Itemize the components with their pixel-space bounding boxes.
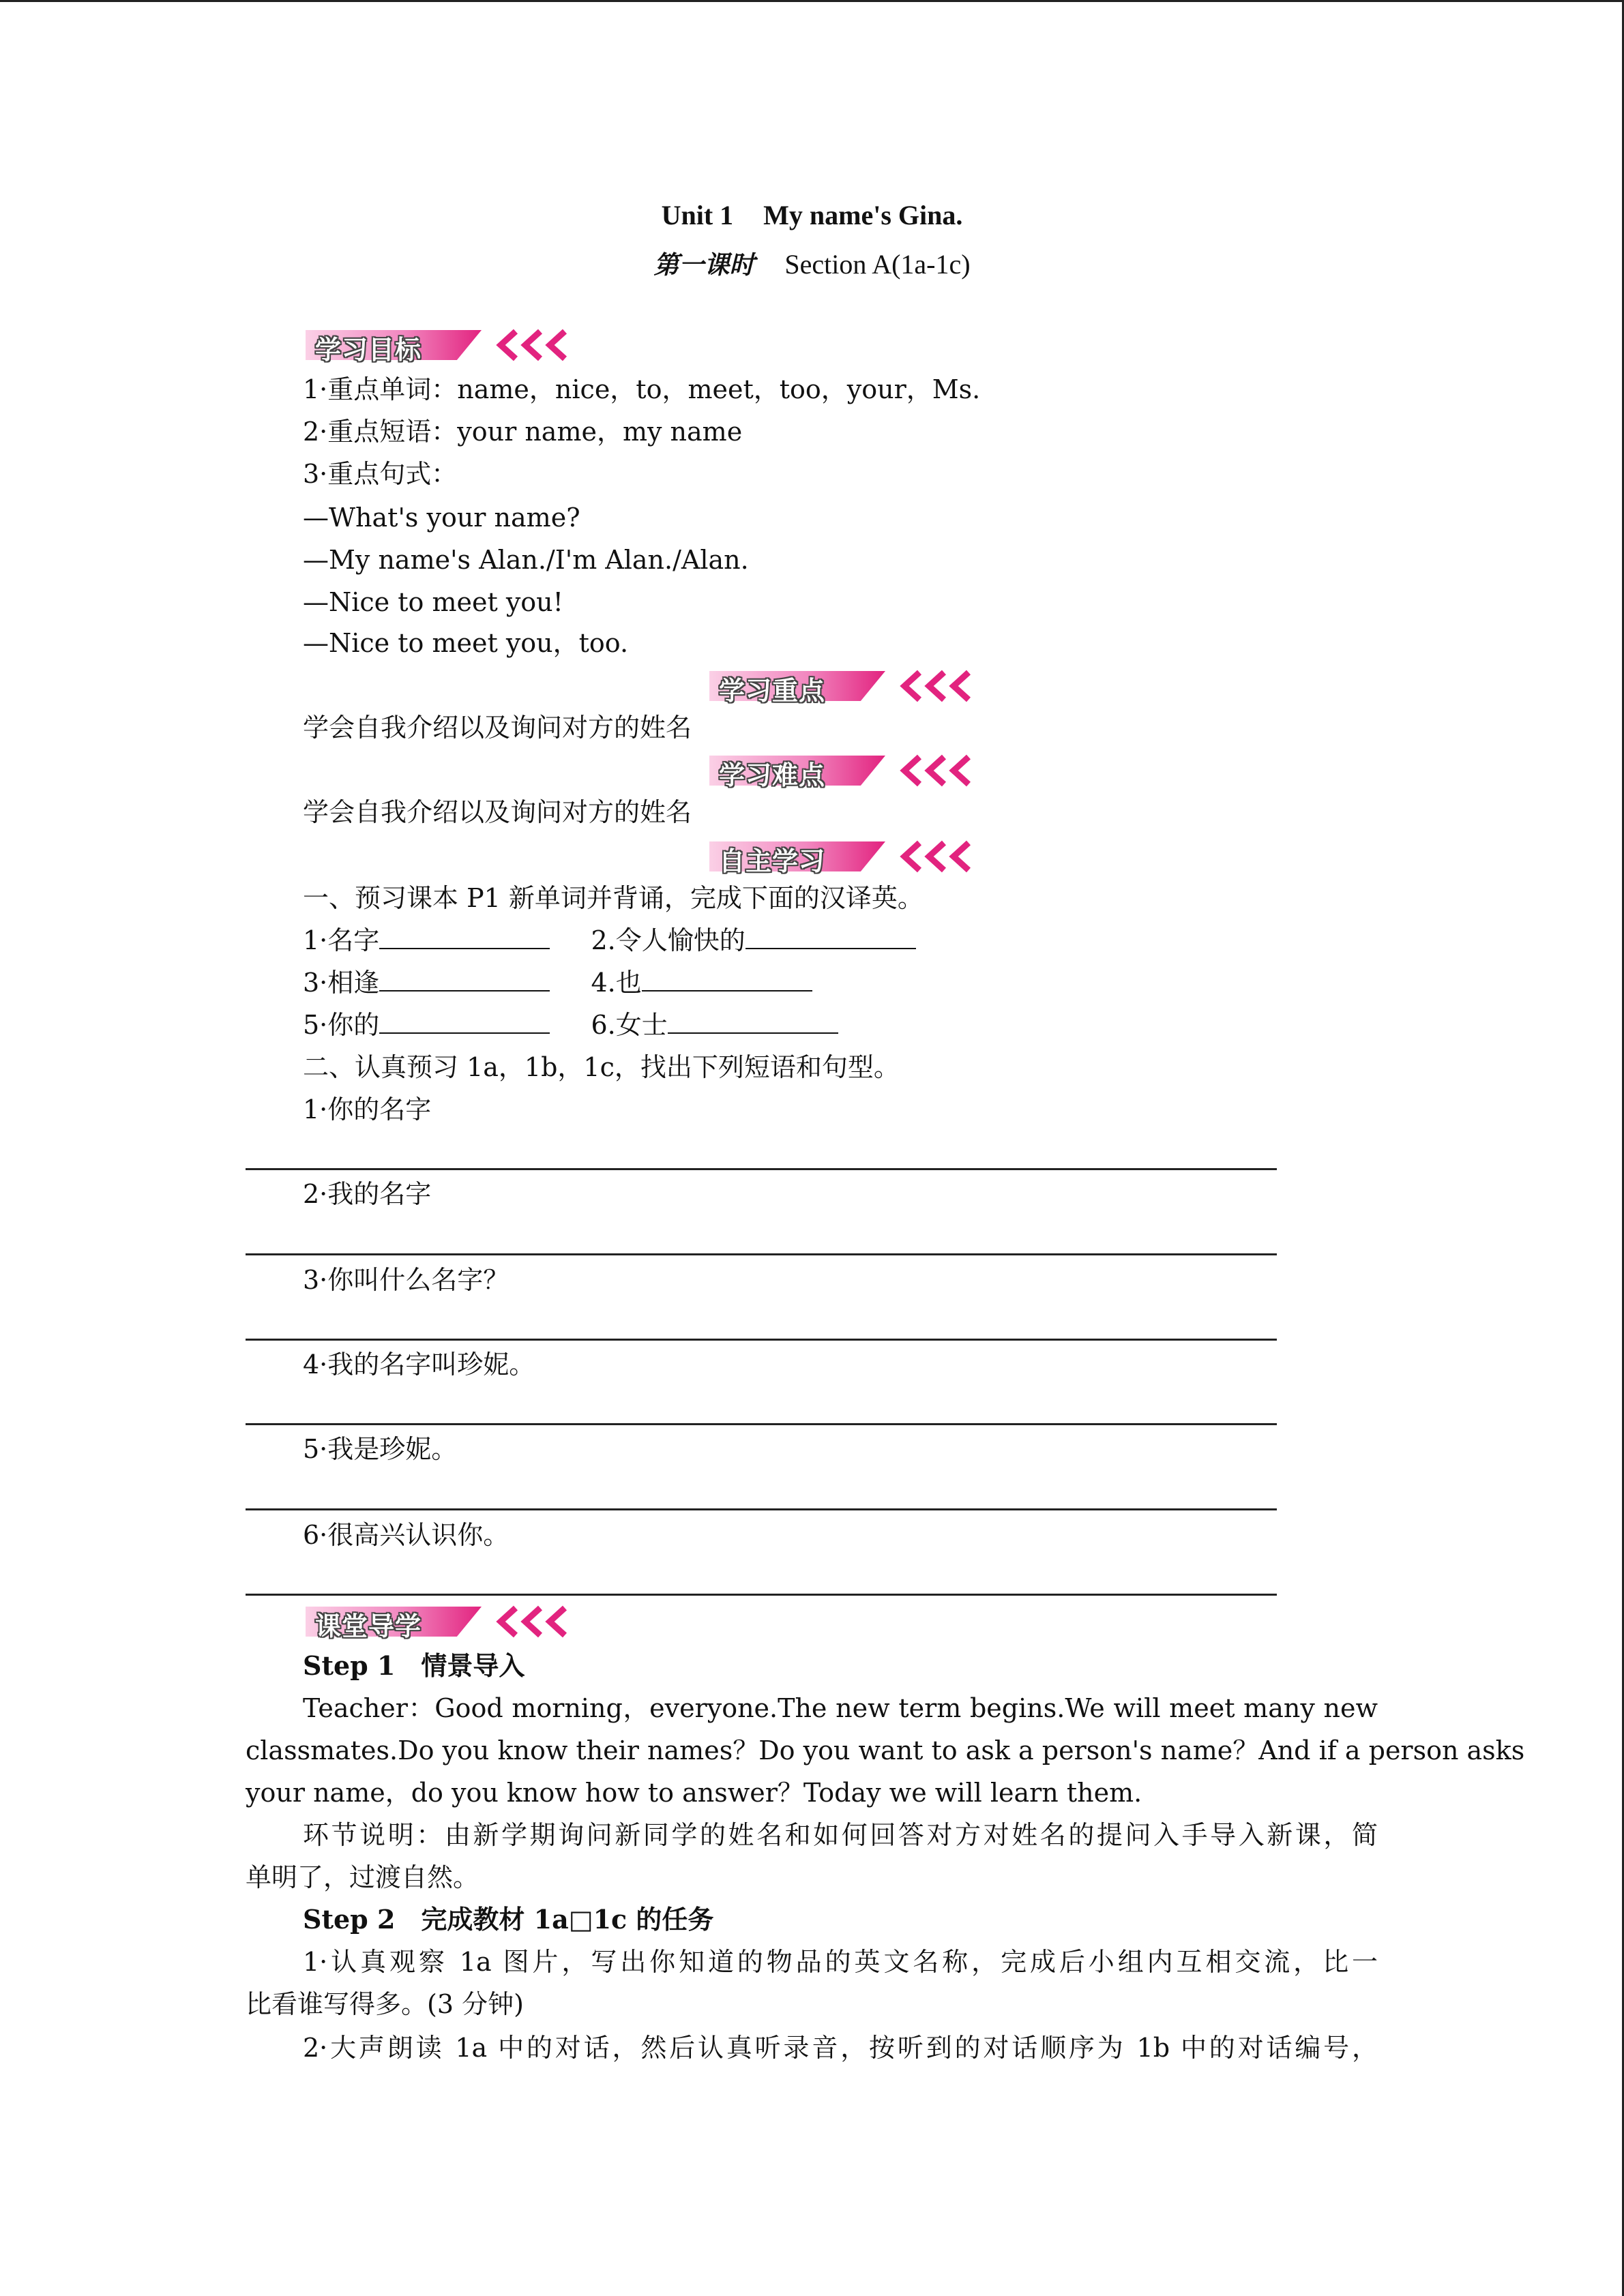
step1-heading [303,1650,525,1681]
list-item: 6·很高兴认识你。 [303,1520,510,1550]
step1-title: 情景导入 [421,1650,525,1681]
banner-self-study-label: 自主学习 [719,846,826,876]
vocab-row [303,970,812,996]
answer-line[interactable] [246,1339,1277,1341]
step2-title: 完成教材 1a□1c 的任务 [421,1904,714,1935]
step2-heading [303,1904,714,1935]
note-line: 单明了，过渡自然。 [246,1862,479,1892]
difficulty-text: 学会自我介绍以及询问对方的姓名 [303,797,692,827]
banner-difficulties-label: 学习难点 [719,760,826,790]
list-item: 4·我的名字叫珍妮。 [303,1350,535,1380]
banner-key-points [709,666,996,704]
list-item: 3·你叫什么名字？ [303,1265,510,1295]
objective-phrases: 2·重点短语：your name，my name [303,417,743,447]
task-line: 1·认真观察 1a 图片，写出你知道的物品的英文名称，完成后小组内互相交流，比一 [303,1947,1378,1977]
answer-line[interactable] [246,1168,1277,1170]
teacher-line: Teacher：Good morning，everyone.The new term begins.We will meet many new [303,1693,1378,1723]
list-item: 1·你的名字 [303,1094,432,1124]
sentence-item: —What's your name? [303,503,580,533]
answer-line[interactable] [246,1253,1277,1255]
answer-blank[interactable] [668,1012,838,1034]
chevrons-icon [495,1602,591,1641]
answer-line[interactable] [246,1423,1277,1425]
list-item: 5·我是珍妮。 [303,1434,458,1464]
answer-blank[interactable] [379,1012,550,1034]
key-point-text: 学会自我介绍以及询问对方的姓名 [303,713,692,743]
banner-classroom [306,1601,592,1639]
vocab-row [303,1012,838,1038]
answer-blank[interactable] [379,927,550,949]
sentence-item: —Nice to meet you! [303,587,563,617]
vocab-item: 3·相逢 [303,968,380,998]
list-item: 2·我的名字 [303,1179,432,1209]
note-line: 环节说明：由新学期询问新同学的姓名和如何回答对方对姓名的提问入手导入新课，简 [303,1820,1378,1850]
answer-blank[interactable] [642,970,812,992]
vocab-item: 5·你的 [303,1010,380,1040]
chevrons-icon [495,326,591,364]
answer-blank[interactable] [745,927,916,949]
sentence-item: —Nice to meet you，too. [303,628,629,658]
banner-self-study [709,836,996,874]
vocab-item: 2.令人愉快的 [591,925,745,955]
vocab-item: 6.女士 [591,1010,668,1040]
banner-classroom-label: 课堂导学 [315,1611,422,1641]
objective-words: 1·重点单词：name，nice，to，meet，too，your，Ms. [303,374,981,404]
lesson-label: 第一课时 [653,250,755,280]
sentence-item: —My name's Alan./I'm Alan./Alan. [303,545,749,575]
chevrons-icon [899,837,994,876]
page-title [0,199,1624,231]
step1-label: Step 1 [303,1650,396,1681]
step2-label: Step 2 [303,1904,396,1935]
vocab-item: 1·名字 [303,925,380,955]
page-subtitle [0,244,1624,281]
banner-objectives [306,325,592,363]
answer-blank[interactable] [379,970,550,992]
unit-title: My name's Gina. [763,200,963,230]
vocab-row [303,927,916,953]
teacher-line: your name，do you know how to answer？Today we will learn them. [246,1778,1142,1808]
task-line: 2·大声朗读 1a 中的对话，然后认真听录音，按听到的对话顺序为 1b 中的对话编号， [303,2033,1378,2063]
answer-line[interactable] [246,1594,1277,1596]
chevrons-icon [899,751,994,790]
task-line: 比看谁写得多。(3 分钟) [246,1989,524,2019]
chevrons-icon [899,667,994,705]
vocab-item: 4.也 [591,968,642,998]
part1-title: 一、预习课本 P1 新单词并背诵，完成下面的汉译英。 [303,883,924,913]
section-label: Section A(1a-1c) [784,249,971,280]
unit-label: Unit 1 [661,200,734,230]
objective-sentences-label: 3·重点句式： [303,459,458,489]
banner-difficulties [709,750,996,788]
banner-objectives-label: 学习目标 [315,335,422,365]
part2-title: 二、认真预习 1a，1b，1c，找出下列短语和句型。 [303,1052,900,1082]
answer-line[interactable] [246,1508,1277,1510]
teacher-line: classmates.Do you know their names？Do you want to ask a person's name？And if a person asks [246,1735,1525,1765]
banner-key-points-label: 学习重点 [719,676,826,706]
